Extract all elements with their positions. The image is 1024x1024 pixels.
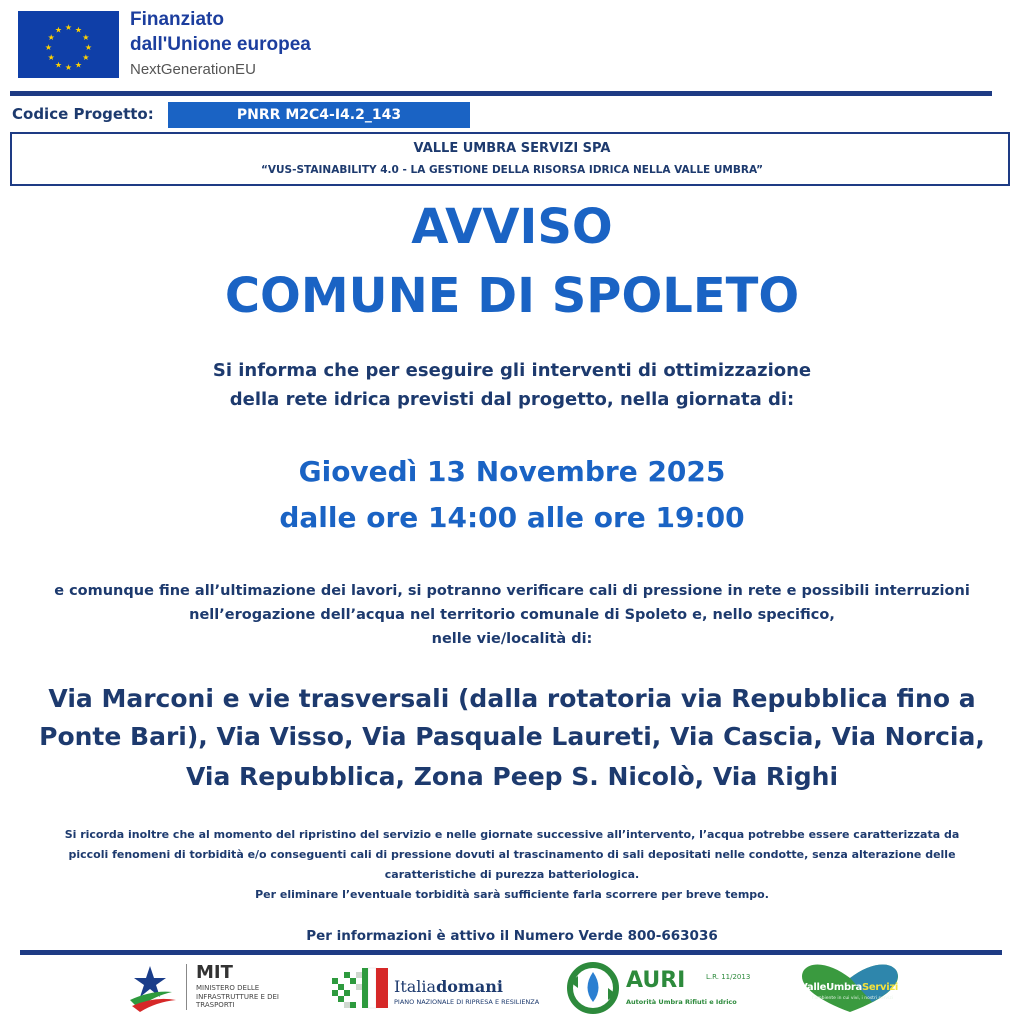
notice-municipality: COMUNE DI SPOLETO xyxy=(224,268,800,324)
auri-subtitle: Autorità Umbra Rifiuti e Idrico xyxy=(626,998,737,1006)
eu-flag-icon xyxy=(18,11,119,78)
streets-line-2: Ponte Bari), Via Visso, Via Pasquale Laureti, Via Cascia, Via Norcia, xyxy=(39,722,985,751)
svg-text:★: ★ xyxy=(74,25,83,35)
auri-law-ref: L.R. 11/2013 xyxy=(706,973,751,981)
eu-funding-line3: NextGenerationEU xyxy=(130,61,256,78)
project-company: VALLE UMBRA SERVIZI SPA xyxy=(413,141,611,156)
italia-name-part1: Italia xyxy=(394,977,437,996)
intro-line-2: della rete idrica previsti dal progetto, nella giornata di: xyxy=(229,389,795,410)
info-line-2: nell’erogazione dell’acqua nel territorio comunale di Spoleto e, nello specifico, xyxy=(189,607,835,623)
italia-domani-name xyxy=(394,977,503,996)
project-code-label: Codice Progetto: xyxy=(12,105,154,123)
notice-time: dalle ore 14:00 alle ore 19:00 xyxy=(279,501,745,534)
bottom-divider xyxy=(20,950,1002,955)
svg-text:★: ★ xyxy=(44,43,53,52)
eu-funding-line1: Finanziato xyxy=(130,9,224,30)
auri-drop-icon xyxy=(564,962,622,1018)
svg-text:★: ★ xyxy=(84,43,93,52)
mit-subtitle: MINISTERO DELLE INFRASTRUTTURE E DEI TRASPORTI xyxy=(196,984,279,1009)
svg-text:★: ★ xyxy=(54,25,63,35)
note-line-3: caratteristiche di purezza batteriologica. xyxy=(384,868,640,881)
project-title: “VUS-STAINABILITY 4.0 - LA GESTIONE DELLA RISORSA IDRICA NELLA VALLE UMBRA” xyxy=(260,164,764,176)
vus-name-part2: Servizi xyxy=(861,982,898,993)
mit-separator xyxy=(186,964,187,1010)
streets-line-1: Via Marconi e vie trasversali (dalla rotatoria via Repubblica fino a xyxy=(48,684,976,713)
project-code-badge: PNRR M2C4-I4.2_143 xyxy=(168,102,470,128)
valle-umbra-servizi-name xyxy=(800,982,898,993)
info-line-1: e comunque fine all’ultimazione dei lavori, si potranno verificare cali di pressione in rete e possibili interruzioni xyxy=(54,583,970,599)
eu-funding-line2: dall'Unione europea xyxy=(130,34,311,55)
note-line-2: piccoli fenomeni di torbidità e/o conseguenti cali di pressione dovuti al trascinamento di sali depositati nelle condotte, senza alterazione delle xyxy=(68,848,956,861)
svg-text:★: ★ xyxy=(47,53,55,62)
top-divider xyxy=(10,91,992,96)
streets-line-3: Via Repubblica, Zona Peep S. Nicolò, Via Righi xyxy=(185,762,839,791)
valle-umbra-servizi-tagline: l'ambiente in cui vivi, i nostri servizi xyxy=(812,996,893,1001)
notice-date: Giovedì 13 Novembre 2025 xyxy=(298,455,726,488)
svg-text:★: ★ xyxy=(82,53,90,62)
svg-text:★: ★ xyxy=(74,60,83,70)
contact-info: Per informazioni è attivo il Numero Verde 800-663036 xyxy=(306,928,718,944)
italia-domani-flag-icon xyxy=(330,964,390,1016)
italia-domani-subtitle: PIANO NAZIONALE DI RIPRESA E RESILIENZA xyxy=(394,998,540,1006)
auri-name: AURI xyxy=(626,968,686,993)
vus-name-part1: ValleUmbra xyxy=(800,982,862,993)
intro-line-1: Si informa che per eseguire gli interventi di ottimizzazione xyxy=(212,360,812,381)
svg-text:★: ★ xyxy=(82,33,90,42)
svg-text:★: ★ xyxy=(47,33,55,42)
note-line-4: Per eliminare l’eventuale torbidità sarà sufficiente farla scorrere per breve tempo. xyxy=(255,888,769,901)
svg-text:★: ★ xyxy=(64,23,73,32)
notice-title: AVVISO xyxy=(411,199,613,255)
svg-text:★: ★ xyxy=(54,60,63,70)
mit-name: MIT xyxy=(196,962,233,983)
italia-name-part2: domani xyxy=(436,977,503,996)
info-line-3: nelle vie/località di: xyxy=(431,631,593,647)
note-line-1: Si ricorda inoltre che al momento del ripristino del servizio e nelle giornate successive all’intervento, l’acqua potrebbe essere caratterizzata da xyxy=(64,828,960,841)
svg-text:★: ★ xyxy=(64,63,73,72)
